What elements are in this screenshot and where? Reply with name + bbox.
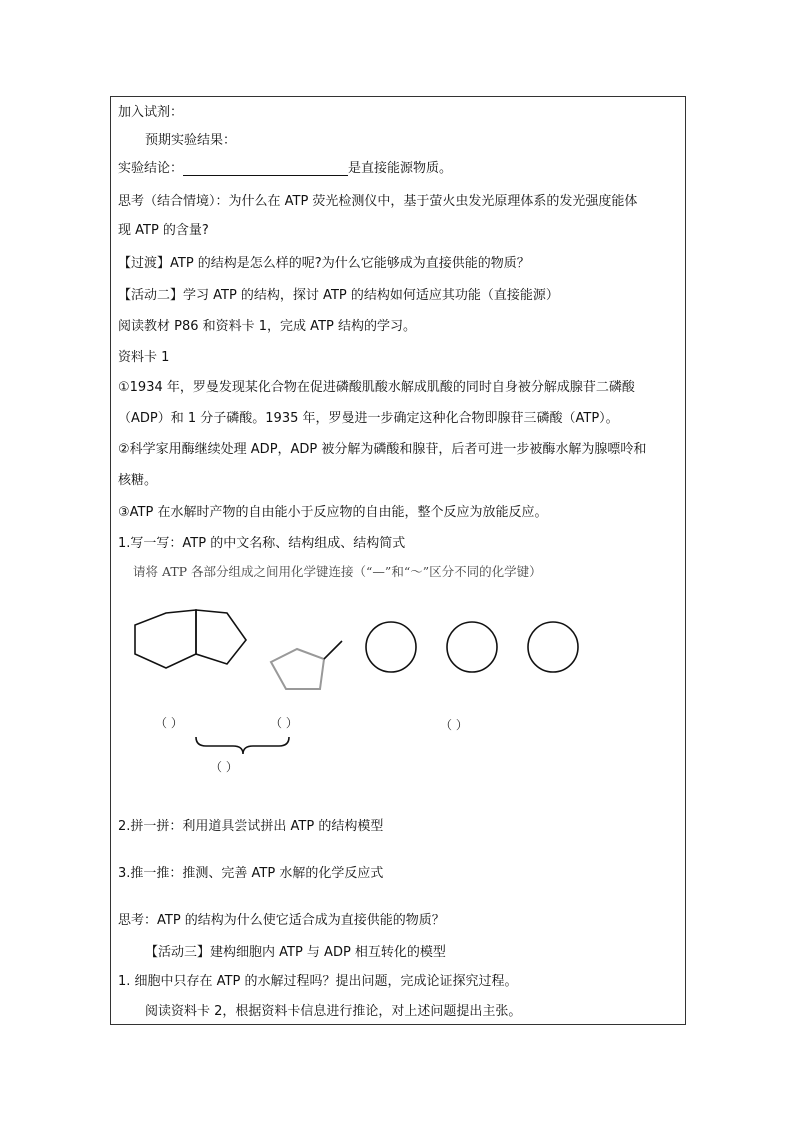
text-conclusion xyxy=(118,160,452,178)
text-transition: 【过渡】ATP 的结构是怎么样的呢?为什么它能够成为直接供能的物质？ xyxy=(118,256,530,271)
ribose-bond-stub xyxy=(324,641,342,659)
phosphate-circle-1 xyxy=(366,622,416,672)
conclusion-prefix: 实验结论： xyxy=(118,161,184,176)
phosphate-circle-2 xyxy=(447,622,497,672)
adenosine-brace xyxy=(196,737,289,754)
text-read-card-2: 阅读资料卡 2，根据资料卡信息进行推论，对上述问题提出主张。 xyxy=(145,1004,522,1019)
text-card-1-item-2a: ②科学家用酶继续处理 ADP，ADP 被分解为磷酸和腺苷，后者可进一步被酶水解为腺嘌呤和 xyxy=(118,442,647,457)
text-card-1-item-1a: ①1934 年，罗曼发现某化合物在促进磷酸肌酸水解成肌酸的同时自身被分解成腺苷二磷酸 xyxy=(118,380,635,395)
paren-ribose[interactable]: （ ） xyxy=(270,716,298,730)
text-expected-result: 预期实验结果： xyxy=(145,133,237,148)
text-card-1-title: 资料卡 1 xyxy=(118,350,170,365)
paren-adenosine[interactable]: （ ） xyxy=(210,760,238,774)
atp-structure-diagram xyxy=(110,590,686,790)
text-task-2: 2.拼一拼：利用道具尝试拼出 ATP 的结构模型 xyxy=(118,819,384,834)
ribose-pentagon-shape xyxy=(271,649,324,689)
text-reagent: 加入试剂： xyxy=(118,105,184,120)
text-task-1: 1.写一写：ATP 的中文名称、结构组成、结构简式 xyxy=(118,536,406,551)
paren-adenine[interactable]: （ ） xyxy=(155,716,183,730)
conclusion-suffix: 是直接能源物质。 xyxy=(348,161,453,176)
text-card-1-item-2b: 核糖。 xyxy=(118,473,158,488)
text-read-textbook: 阅读教材 P86 和资料卡 1，完成 ATP 结构的学习。 xyxy=(118,319,416,334)
text-card-1-item-1b: （ADP）和 1 分子磷酸。1935 年，罗曼进一步确定这种化合物即腺苷三磷酸（ATP）。 xyxy=(118,411,619,426)
text-think-1b: 现 ATP 的含量? xyxy=(118,223,209,238)
text-card-1-item-3: ③ATP 在水解时产物的自由能小于反应物的自由能，整个反应为放能反应。 xyxy=(118,505,548,520)
conclusion-blank[interactable] xyxy=(183,161,348,176)
paren-phosphate[interactable]: （ ） xyxy=(440,718,468,732)
text-activity-3-q1: 1. 细胞中只存在 ATP 的水解过程吗？提出问题，完成论证探究过程。 xyxy=(118,974,518,989)
text-task-1-instruction: 请将 ATP 各部分组成之间用化学键连接（“—”和“～”区分不同的化学键） xyxy=(133,564,542,579)
adenine-hexagon-shape xyxy=(135,610,196,668)
adenine-pentagon-shape xyxy=(196,610,246,664)
text-activity-2: 【活动二】学习 ATP 的结构，探讨 ATP 的结构如何适应其功能（直接能源） xyxy=(118,288,559,303)
text-activity-3: 【活动三】建构细胞内 ATP 与 ADP 相互转化的模型 xyxy=(145,945,446,960)
text-think-1a: 思考（结合情境）：为什么在 ATP 荧光检测仪中，基于萤火虫发光原理体系的发光强度能体 xyxy=(118,194,638,209)
text-think-2: 思考：ATP 的结构为什么使它适合成为直接供能的物质？ xyxy=(118,913,445,928)
text-task-3: 3.推一推：推测、完善 ATP 水解的化学反应式 xyxy=(118,866,384,881)
phosphate-circle-3 xyxy=(528,622,578,672)
